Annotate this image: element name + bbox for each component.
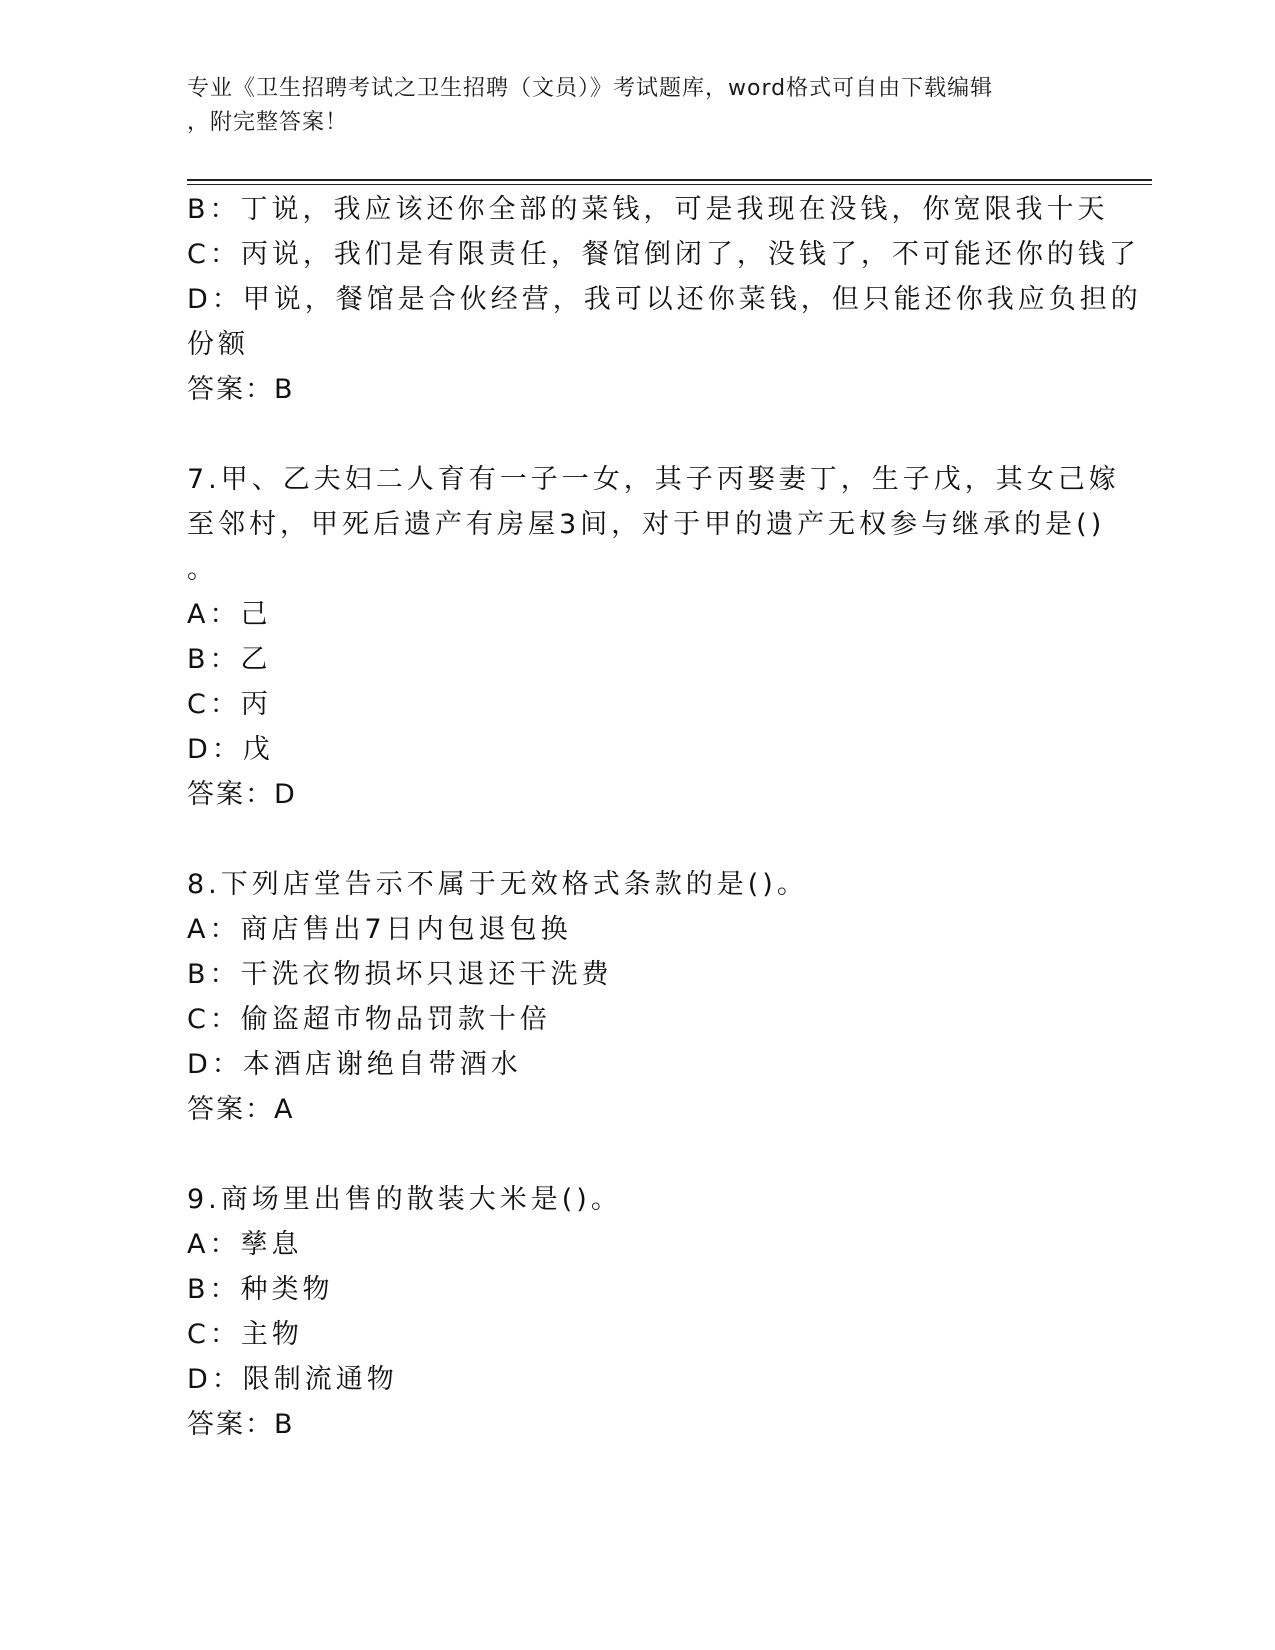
q9-option-a: A：孳息 — [187, 1229, 303, 1260]
q6-option-d-line1: D：甲说，餐馆是合伙经营，我可以还你菜钱，但只能还你我应负担的 — [187, 284, 1142, 315]
q9-answer: 答案：B — [187, 1409, 295, 1440]
q6-option-d-line2: 份额 — [187, 329, 249, 360]
spacer — [187, 412, 1087, 457]
question-9 — [187, 1177, 1087, 1447]
q9-stem: 9.商场里出售的散装大米是()。 — [187, 1184, 622, 1215]
header-divider-thin — [187, 184, 1152, 185]
q7-stem-line2: 至邻村，甲死后遗产有房屋3间，对于甲的遗产无权参与继承的是() — [187, 509, 1106, 540]
q7-stem-line3: 。 — [187, 554, 218, 585]
q8-option-c: C：偷盗超市物品罚款十倍 — [187, 1004, 551, 1035]
q7-option-a: A：己 — [187, 599, 272, 630]
q8-answer: 答案：A — [187, 1094, 295, 1125]
q6-option-c: C：丙说，我们是有限责任，餐馆倒闭了，没钱了，不可能还你的钱了 — [187, 239, 1140, 270]
q8-option-b: B：干洗衣物损坏只退还干洗费 — [187, 959, 613, 990]
spacer — [187, 817, 1087, 862]
q9-option-d: D：限制流通物 — [187, 1364, 398, 1395]
spacer — [187, 1132, 1087, 1177]
q8-stem: 8.下列店堂告示不属于无效格式条款的是()。 — [187, 869, 808, 900]
q7-option-b: B：乙 — [187, 644, 272, 675]
q7-stem-line1: 7.甲、乙夫妇二人育有一子一女，其子丙娶妻丁，生子戊，其女己嫁 — [187, 464, 1120, 495]
question-7 — [187, 457, 1120, 817]
q7-answer: 答案：D — [187, 779, 297, 810]
document-header — [187, 72, 1087, 140]
q9-option-c: C：主物 — [187, 1319, 303, 1350]
q8-option-d: D：本酒店谢绝自带酒水 — [187, 1049, 522, 1080]
q9-option-b: B：种类物 — [187, 1274, 334, 1305]
header-title-line1: 专业《卫生招聘考试之卫生招聘（文员）》考试题库，word格式可自由下载编辑 — [187, 76, 994, 101]
header-divider-thick — [187, 179, 1152, 181]
q7-option-d: D：戊 — [187, 734, 274, 765]
q7-option-c: C：丙 — [187, 689, 272, 720]
question-list — [187, 187, 1142, 1447]
q8-option-a: A：商店售出7日内包退包换 — [187, 914, 572, 945]
question-8 — [187, 862, 1087, 1132]
question-6-continued — [187, 187, 1142, 412]
q6-answer: 答案：B — [187, 374, 295, 405]
header-title-line2: ，附完整答案！ — [187, 110, 349, 135]
q6-option-b: B：丁说，我应该还你全部的菜钱，可是我现在没钱，你宽限我十天 — [187, 194, 1109, 225]
